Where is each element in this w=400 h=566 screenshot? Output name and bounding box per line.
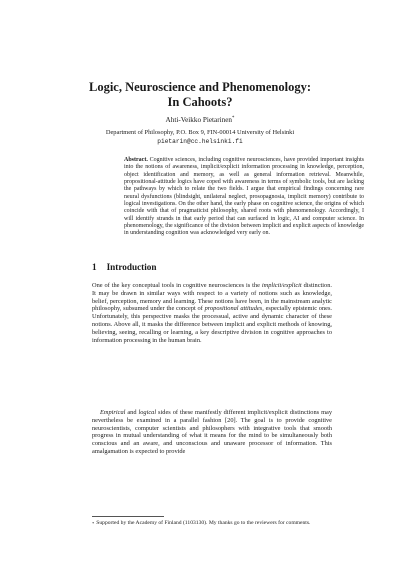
p2-text-a: and: [125, 409, 139, 416]
p1-text-a: One of the key conceptual tools in cognitive neurosciences is the: [92, 282, 262, 289]
body-paragraph-2: [92, 409, 332, 456]
footnote: [92, 520, 332, 527]
footnote-divider: [92, 516, 164, 517]
p1-emphasis-propositional-attitudes: propositional attitudes: [204, 305, 263, 313]
author-name-text: Ahti-Veikko Pietarinen: [165, 116, 233, 124]
author-name: [0, 116, 400, 124]
paper-title-line-2: In Cahoots?: [167, 95, 233, 109]
p1-text-c: , especially epistemic ones. Unfortunately, this perspective masks the processual, active and dynamic character of these notions. Above all, it masks the difference between implicit and explicit methods of knowing, believing, seeing, recalling or learning, a key descriptive division in cognitive approaches to information processing in the human brain.: [92, 305, 333, 344]
paper-title-line-1: Logic, Neuroscience and Phenomenology:: [89, 80, 311, 94]
author-email-line: [0, 137, 400, 146]
section-title: Introduction: [106, 262, 157, 272]
p2-emphasis-logical: logical: [138, 409, 157, 416]
body-paragraph-1: [92, 282, 332, 344]
section-number: 1: [92, 262, 97, 272]
abstract-label: Abstract.: [124, 157, 148, 163]
p2-text-b: sides of these manifestly different implicit/explicit distinctions may nevertheless be examined in a parallel fashion [20]. The goal is to provide cognitive neuroscientists, computer scientists and philosophers with integrative tools that smooth progress in mutual understanding of what it means for the mind to be simultaneously both conscious and an aware, and unconscious and unaware processor of information. This amalgamation is expected to provide: [92, 409, 332, 455]
p2-emphasis-empirical: Empirical: [100, 409, 126, 416]
p1-emphasis-implicit-explicit: implicit/explicit: [261, 282, 302, 289]
abstract-block: [124, 157, 364, 238]
abstract-text: Cognitive sciences, including cognitive neurosciences, have provided important insights into the notions of awareness, implicit/explicit information processing in knowledge, perception, object identification and memory, as well as general information retrieval. Meanwhile, propositional-attitude logics have coped with awareness in terms of symbolic tools, but are lacking the pathways by which to relate the two fields. I argue that empirical findings concerning rare neural dysfunctions (blindsight, unilateral neglect, prosopagnosia, implicit memory) contribute to logical investigations. On the other hand, the early phase on cognitive science, the origins of which coincide with that of pragmaticist philosophy, shared roots with phenomenology. Accordingly, I will identify strands in that early period that can surfaced in logic, AI and computer science. In phenomenology, the significance of the division between implicit and explicit aspects of knowledge in understanding cognition was acknowledged very early on.: [124, 157, 365, 237]
p1-text-b: distinction. It may be drawn in similar ways with respect to a variety of notions such as knowledge, belief, perception, memory and learning. These notions have been, in the mainstream analytic philosophy, subsumed under the concept of: [92, 282, 332, 313]
author-email[interactable]: pietarin@cc.helsinki.fi: [157, 138, 243, 145]
footnote-text: Supported by the Academy of Finland (1103130). My thanks go to the reviewers for comments.: [96, 520, 311, 526]
author-affiliation: Department of Philosophy, P.O. Box 9, FIN-00014 University of Helsinki: [105, 129, 295, 136]
author-footnote-mark: *: [232, 116, 235, 121]
section-heading: [92, 262, 156, 272]
footnote-mark: *: [92, 521, 95, 526]
